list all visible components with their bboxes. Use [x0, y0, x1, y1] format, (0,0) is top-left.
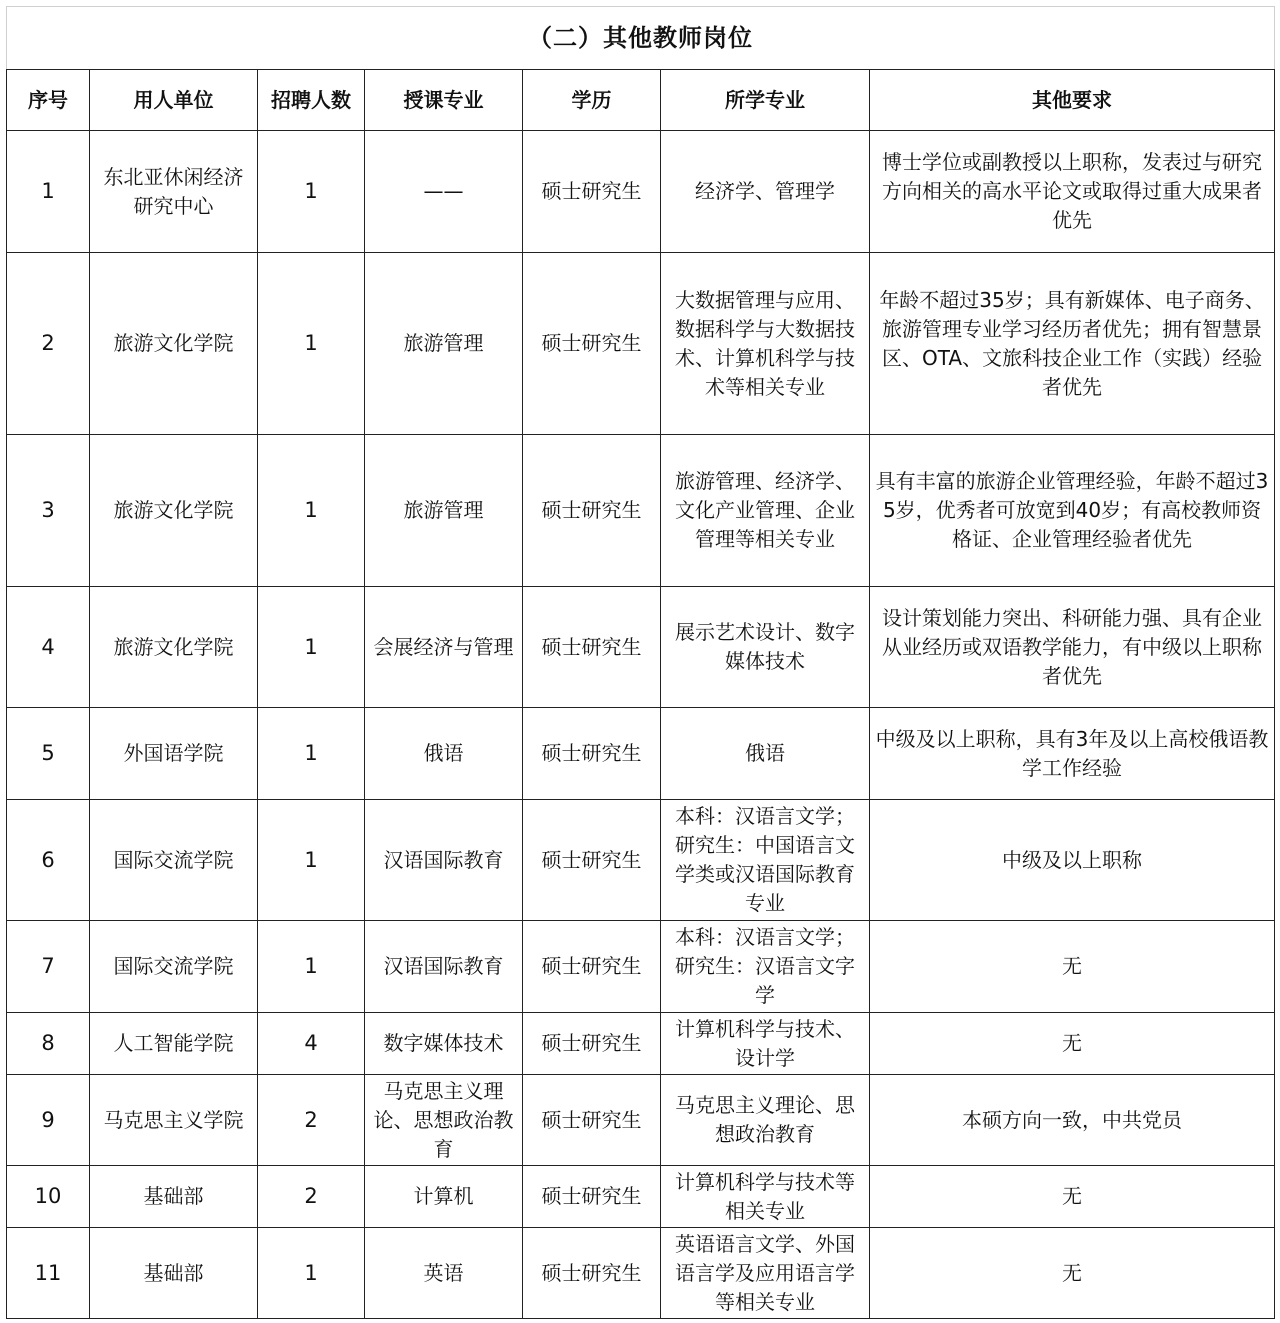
cell-course: 计算机	[365, 1166, 523, 1228]
cell-other: 无	[870, 921, 1275, 1013]
cell-major: 旅游管理、经济学、文化产业管理、企业管理等相关专业	[661, 435, 870, 587]
cell-course: 英语	[365, 1228, 523, 1319]
cell-unit: 国际交流学院	[90, 800, 258, 921]
cell-major: 展示艺术设计、数字媒体技术	[661, 587, 870, 708]
cell-education: 硕士研究生	[523, 708, 661, 800]
cell-other: 博士学位或副教授以上职称，发表过与研究方向相关的高水平论文或取得过重大成果者优先	[870, 131, 1275, 253]
cell-course: 俄语	[365, 708, 523, 800]
cell-major: 经济学、管理学	[661, 131, 870, 253]
cell-other: 无	[870, 1228, 1275, 1319]
table-row	[7, 1013, 1275, 1075]
cell-unit: 外国语学院	[90, 708, 258, 800]
cell-education: 硕士研究生	[523, 1228, 661, 1319]
cell-course: 汉语国际教育	[365, 800, 523, 921]
cell-other: 中级及以上职称	[870, 800, 1275, 921]
table-row	[7, 708, 1275, 800]
table-row	[7, 1075, 1275, 1166]
table-title: （二）其他教师岗位	[7, 7, 1275, 70]
header-count: 招聘人数	[258, 70, 365, 131]
header-major: 所学专业	[661, 70, 870, 131]
cell-unit: 马克思主义学院	[90, 1075, 258, 1166]
cell-count: 1	[258, 921, 365, 1013]
table-row	[7, 1228, 1275, 1319]
recruitment-table-sheet	[6, 6, 1274, 1319]
header-row	[7, 70, 1275, 131]
recruitment-table	[6, 6, 1275, 1319]
cell-other: 无	[870, 1013, 1275, 1075]
table-row	[7, 1166, 1275, 1228]
cell-unit: 基础部	[90, 1166, 258, 1228]
cell-education: 硕士研究生	[523, 435, 661, 587]
cell-major: 计算机科学与技术等相关专业	[661, 1166, 870, 1228]
cell-course: 马克思主义理论、思想政治教育	[365, 1075, 523, 1166]
cell-major: 英语语言文学、外国语言学及应用语言学等相关专业	[661, 1228, 870, 1319]
cell-no: 10	[7, 1166, 90, 1228]
table-row	[7, 587, 1275, 708]
cell-education: 硕士研究生	[523, 587, 661, 708]
cell-count: 1	[258, 253, 365, 435]
cell-education: 硕士研究生	[523, 1166, 661, 1228]
cell-education: 硕士研究生	[523, 921, 661, 1013]
cell-major: 马克思主义理论、思想政治教育	[661, 1075, 870, 1166]
cell-course: 汉语国际教育	[365, 921, 523, 1013]
cell-no: 4	[7, 587, 90, 708]
cell-unit: 人工智能学院	[90, 1013, 258, 1075]
cell-other: 年龄不超过35岁；具有新媒体、电子商务、旅游管理专业学习经历者优先；拥有智慧景区、OTA、文旅科技企业工作（实践）经验者优先	[870, 253, 1275, 435]
title-row	[7, 7, 1275, 70]
cell-unit: 旅游文化学院	[90, 587, 258, 708]
cell-unit: 东北亚休闲经济研究中心	[90, 131, 258, 253]
header-education: 学历	[523, 70, 661, 131]
cell-education: 硕士研究生	[523, 253, 661, 435]
header-unit: 用人单位	[90, 70, 258, 131]
cell-unit: 旅游文化学院	[90, 253, 258, 435]
cell-no: 6	[7, 800, 90, 921]
table-row	[7, 253, 1275, 435]
cell-count: 1	[258, 1228, 365, 1319]
cell-count: 2	[258, 1075, 365, 1166]
cell-count: 2	[258, 1166, 365, 1228]
cell-course: 会展经济与管理	[365, 587, 523, 708]
cell-count: 1	[258, 435, 365, 587]
table-row	[7, 921, 1275, 1013]
cell-course: 旅游管理	[365, 253, 523, 435]
cell-count: 1	[258, 800, 365, 921]
cell-other: 中级及以上职称，具有3年及以上高校俄语教学工作经验	[870, 708, 1275, 800]
cell-no: 3	[7, 435, 90, 587]
cell-major: 本科：汉语言文学；研究生：汉语言文字学	[661, 921, 870, 1013]
cell-unit: 国际交流学院	[90, 921, 258, 1013]
header-course: 授课专业	[365, 70, 523, 131]
cell-major: 本科：汉语言文学；研究生：中国语言文学类或汉语国际教育专业	[661, 800, 870, 921]
cell-course: ——	[365, 131, 523, 253]
cell-no: 8	[7, 1013, 90, 1075]
cell-count: 1	[258, 708, 365, 800]
cell-other: 本硕方向一致，中共党员	[870, 1075, 1275, 1166]
cell-major: 俄语	[661, 708, 870, 800]
table-row	[7, 131, 1275, 253]
cell-education: 硕士研究生	[523, 1013, 661, 1075]
cell-other: 具有丰富的旅游企业管理经验，年龄不超过35岁，优秀者可放宽到40岁；有高校教师资格证、企业管理经验者优先	[870, 435, 1275, 587]
cell-no: 2	[7, 253, 90, 435]
cell-count: 4	[258, 1013, 365, 1075]
cell-course: 旅游管理	[365, 435, 523, 587]
cell-other: 无	[870, 1166, 1275, 1228]
header-no: 序号	[7, 70, 90, 131]
cell-no: 1	[7, 131, 90, 253]
cell-count: 1	[258, 131, 365, 253]
table-row	[7, 800, 1275, 921]
cell-no: 11	[7, 1228, 90, 1319]
cell-course: 数字媒体技术	[365, 1013, 523, 1075]
header-other-requirements: 其他要求	[870, 70, 1275, 131]
cell-count: 1	[258, 587, 365, 708]
table-row	[7, 435, 1275, 587]
cell-unit: 基础部	[90, 1228, 258, 1319]
cell-major: 大数据管理与应用、数据科学与大数据技术、计算机科学与技术等相关专业	[661, 253, 870, 435]
cell-major: 计算机科学与技术、设计学	[661, 1013, 870, 1075]
cell-no: 5	[7, 708, 90, 800]
cell-unit: 旅游文化学院	[90, 435, 258, 587]
cell-education: 硕士研究生	[523, 1075, 661, 1166]
cell-no: 9	[7, 1075, 90, 1166]
cell-education: 硕士研究生	[523, 131, 661, 253]
cell-no: 7	[7, 921, 90, 1013]
cell-education: 硕士研究生	[523, 800, 661, 921]
cell-other: 设计策划能力突出、科研能力强、具有企业从业经历或双语教学能力，有中级以上职称者优先	[870, 587, 1275, 708]
